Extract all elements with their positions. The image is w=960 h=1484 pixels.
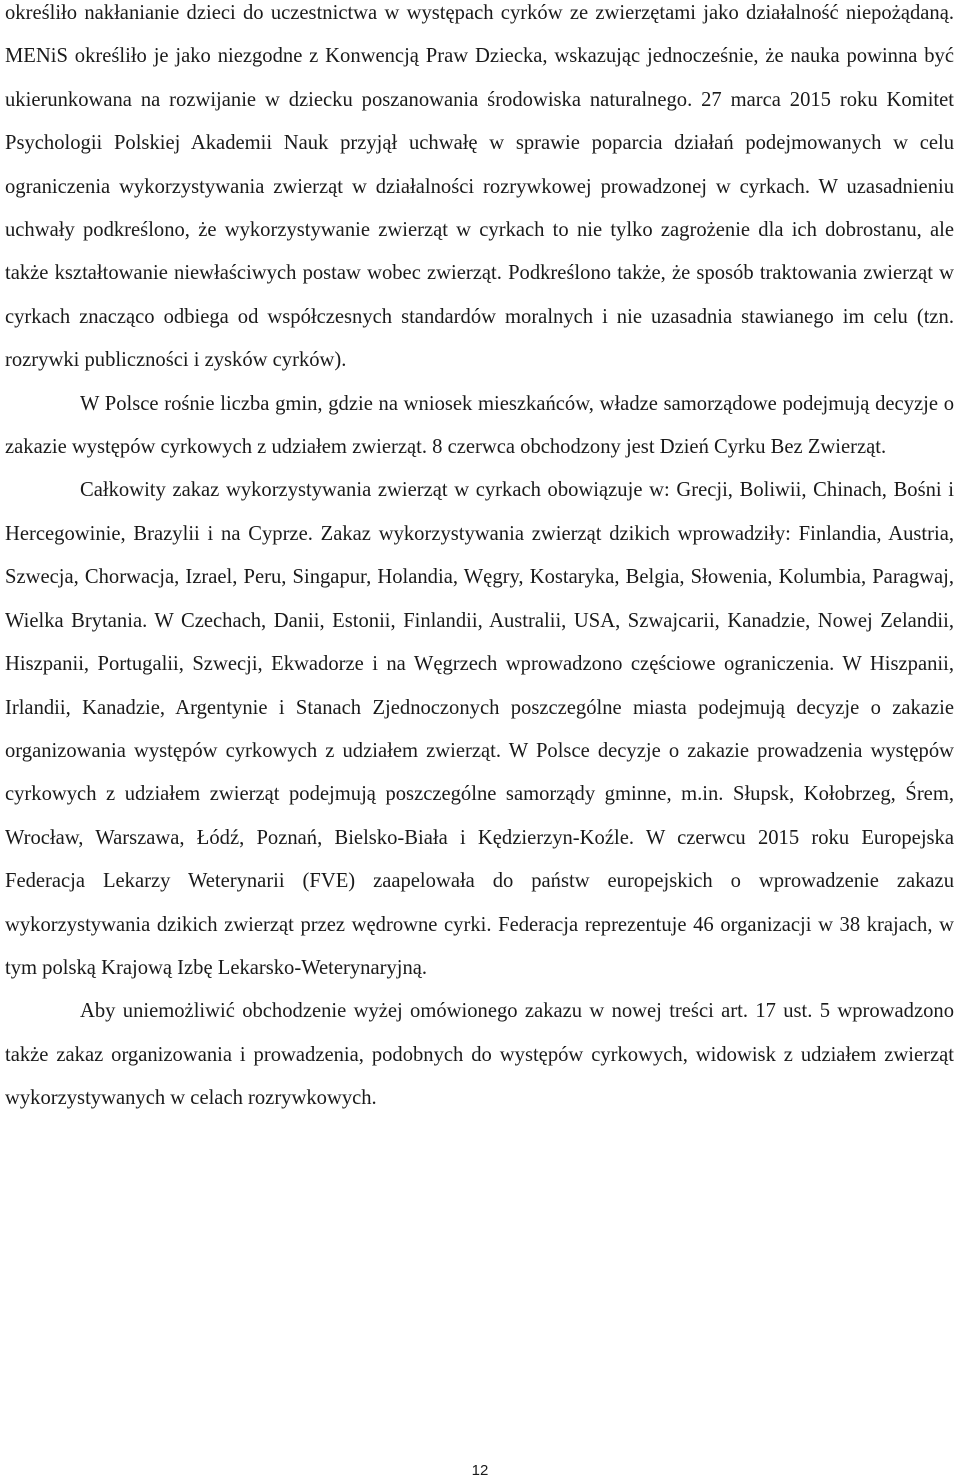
paragraph-1: określiło nakłanianie dzieci do uczestnictwa w występach cyrków ze zwierzętami jako działalność niepożądaną. MENiS określiło je jako niezgodne z Konwencją Praw Dziecka, wskazując jednocześnie, że nauka powinna być ukierunkowana na rozwijanie w dziecku poszanowania środowiska naturalnego. 27 marca 2015 roku Komitet Psychologii Polskiej Akademii Nauk przyjął uchwałę w sprawie poparcia działań podejmowanych w celu ograniczenia wykorzystywania zwierząt w działalności rozrywkowej prowadzonej w cyrkach. W uzasadnieniu uchwały podkreślono, że wykorzystywanie zwierząt w cyrkach to nie tylko zagrożenie dla ich dobrostanu, ale także kształtowanie niewłaściwych postaw wobec zwierząt. Podkreślono także, że sposób traktowania zwierząt w cyrkach znacząco odbiega od współczesnych standardów moralnych i nie uzasadnia stawianego im celu (tzn. rozrywki publiczności i zysków cyrków). bbox=[5, 2, 954, 372]
document-body bbox=[5, 0, 954, 1121]
paragraph-3: Całkowity zakaz wykorzystywania zwierząt w cyrkach obowiązuje w: Grecji, Boliwii, Chinach, Bośni i Hercegowinie, Brazylii i na Cyprze. Zakaz wykorzystywania zwierząt dzikich wprowadziły: Finlandia, Austria, Szwecja, Chorwacja, Izrael, Peru, Singapur, Holandia, Węgry, Kostaryka, Belgia, Słowenia, Kolumbia, Paragwaj, Wielka Brytania. W Czechach, Danii, Estonii, Finlandii, Australii, USA, Szwajcarii, Kanadzie, Nowej Zelandii, Hiszpanii, Portugalii, Szwecji, Ekwadorze i na Węgrzech wprowadzono częściowe ograniczenia. W Hiszpanii, Irlandii, Kanadzie, Argentynie i Stanach Zjednoczonych poszczególne miasta podejmują decyzje o zakazie organizowania występów cyrkowych z udziałem zwierząt. W Polsce decyzje o zakazie prowadzenia występów cyrkowych z udziałem zwierząt podejmują poszczególne samorządy gminne, m.in. Słupsk, Kołobrzeg, Śrem, Wrocław, Warszawa, Łódź, Poznań, Bielsko-Biała i Kędzierzyn-Koźle. W czerwcu 2015 roku Europejska Federacja Lekarzy Weterynarii (FVE) zaapelowała do państw europejskich o wprowadzenie zakazu wykorzystywania dzikich zwierząt przez wędrowne cyrki. Federacja reprezentuje 46 organizacji w 38 krajach, w tym polską Krajową Izbę Lekarsko-Weterynaryjną. bbox=[5, 479, 954, 979]
paragraph-2: W Polsce rośnie liczba gmin, gdzie na wniosek mieszkańców, władze samorządowe podejmują decyzje o zakazie występów cyrkowych z udziałem zwierząt. 8 czerwca obchodzony jest Dzień Cyrku Bez Zwierząt. bbox=[5, 392, 954, 459]
paragraph-4: Aby uniemożliwić obchodzenie wyżej omówionego zakazu w nowej treści art. 17 ust. 5 wprowadzono także zakaz organizowania i prowadzenia, podobnych do występów cyrkowych, widowisk z udziałem zwierząt wykorzystywanych w celach rozrywkowych. bbox=[5, 1000, 954, 1110]
page-number: 12 bbox=[471, 1462, 489, 1479]
